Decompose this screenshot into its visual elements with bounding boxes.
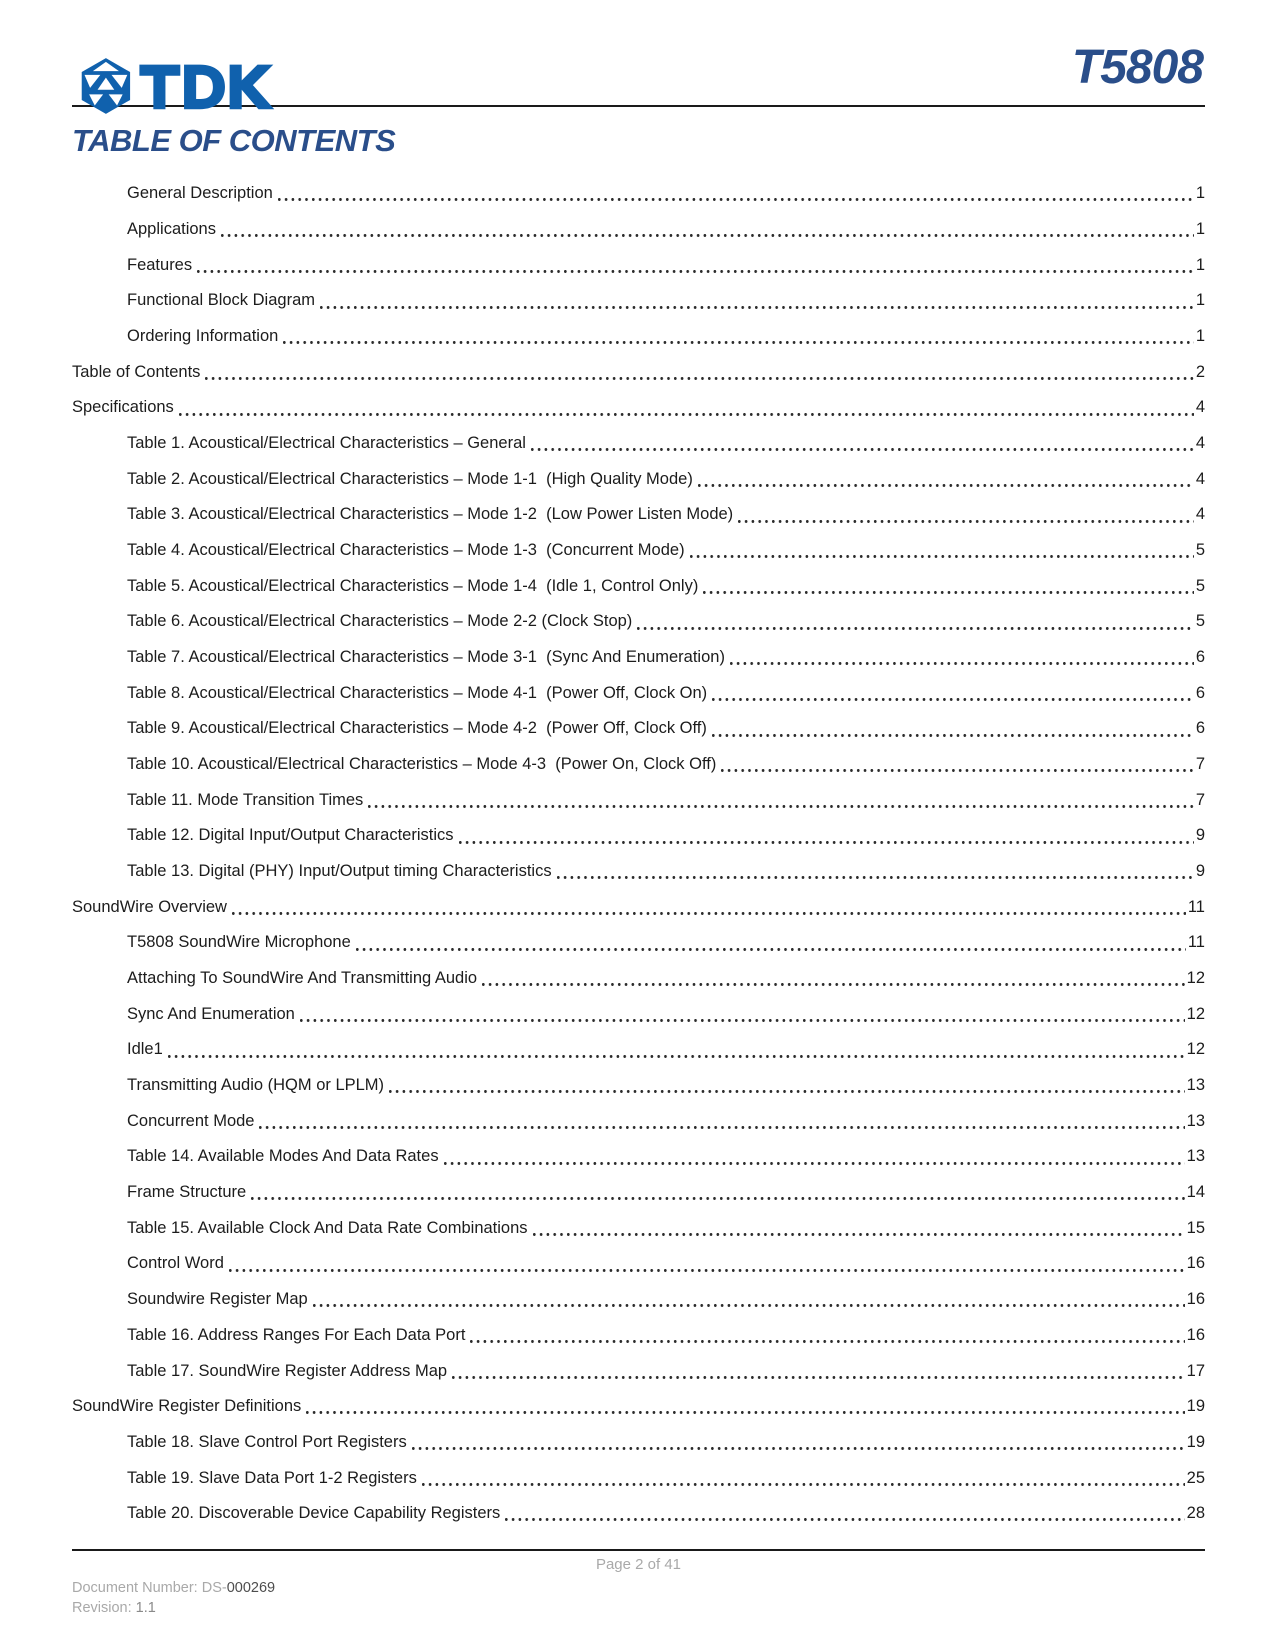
toc-entry-page: 4 [1195, 469, 1205, 488]
toc-entry-label: Specifications [72, 398, 174, 417]
toc-leader-dots [320, 283, 1194, 319]
toc-entry-page: 6 [1195, 719, 1205, 738]
toc-entry[interactable] [72, 176, 1205, 212]
toc-entry-label: Table 19. Slave Data Port 1-2 Registers [127, 1468, 417, 1487]
toc-entry[interactable] [72, 675, 1205, 711]
toc-leader-dots [690, 533, 1194, 569]
page-number-info: Page 2 of 41 [595, 1555, 682, 1573]
toc-entry-page: 12 [1186, 1004, 1205, 1023]
toc-entry-label: Table 2. Acoustical/Electrical Characteristics – Mode 1-1 (High Quality Mode) [127, 469, 693, 488]
toc-entry-page: 15 [1186, 1218, 1205, 1237]
toc-leader-dots [300, 996, 1185, 1032]
toc-leader-dots [712, 711, 1194, 747]
toc-leader-dots [712, 675, 1194, 711]
toc-entry-label: Table 20. Discoverable Device Capability Registers [127, 1504, 501, 1523]
toc-entry-page: 1 [1195, 327, 1205, 346]
toc-leader-dots [730, 640, 1194, 676]
toc-leader-dots [168, 1032, 1185, 1068]
toc-entry[interactable] [72, 1496, 1205, 1532]
toc-entry-label: Table 8. Acoustical/Electrical Characteristics – Mode 4-1 (Power Off, Clock On) [127, 683, 708, 702]
toc-entry[interactable] [72, 212, 1205, 248]
toc-entry-page: 4 [1195, 434, 1205, 453]
toc-entry-page: 1 [1195, 291, 1205, 310]
document-number [72, 1578, 1205, 1598]
toc-entry[interactable] [72, 497, 1205, 533]
toc-entry-page: 7 [1195, 755, 1205, 774]
toc-entry-page: 6 [1195, 648, 1205, 667]
toc-leader-dots [459, 818, 1194, 854]
toc-entry-page: 6 [1195, 683, 1205, 702]
toc-entry-label: Table 7. Acoustical/Electrical Characteristics – Mode 3-1 (Sync And Enumeration) [127, 648, 725, 667]
toc-entry-label: SoundWire Overview [72, 897, 227, 916]
toc-entry-page: 16 [1186, 1325, 1205, 1344]
toc-entry-label: Table 18. Slave Control Port Registers [127, 1432, 407, 1451]
toc-entry-label: Table 3. Acoustical/Electrical Characteristics – Mode 1-2 (Low Power Listen Mode) [127, 505, 734, 524]
toc-entry[interactable] [72, 711, 1205, 747]
toc-entry-page: 4 [1195, 398, 1205, 417]
toc-entry-page: 14 [1186, 1183, 1205, 1202]
toc-leader-dots [412, 1425, 1185, 1461]
toc-entry-page: 12 [1186, 969, 1205, 988]
toc-entry-page: 1 [1195, 255, 1205, 274]
toc-entry[interactable] [72, 782, 1205, 818]
toc-entry[interactable] [72, 461, 1205, 497]
page-title: TABLE OF CONTENTS [72, 123, 396, 158]
toc-entry-label: Attaching To SoundWire And Transmitting Audio [127, 969, 478, 988]
toc-entry-page: 13 [1186, 1111, 1205, 1130]
toc-entry-label: Table 16. Address Ranges For Each Data Port [127, 1325, 466, 1344]
toc-leader-dots [179, 390, 1194, 426]
toc-leader-dots [703, 568, 1193, 604]
toc-leader-dots [533, 1210, 1185, 1246]
toc-entry-label: Table 11. Mode Transition Times [127, 790, 364, 809]
toc-entry-page: 9 [1195, 826, 1205, 845]
toc-entry-page: 11 [1187, 933, 1205, 952]
toc-entry[interactable] [72, 283, 1205, 319]
toc-entry-label: Table 10. Acoustical/Electrical Characteristics – Mode 4-3 (Power On, Clock Off) [127, 755, 717, 774]
toc-leader-dots [313, 1282, 1185, 1318]
toc-entry-label: Features [127, 255, 193, 274]
toc-entry[interactable] [72, 319, 1205, 355]
toc-entry-page: 12 [1186, 1040, 1205, 1059]
toc-entry-label: Transmitting Audio (HQM or LPLM) [127, 1076, 385, 1095]
toc-leader-dots [721, 747, 1193, 783]
toc-entry[interactable] [72, 925, 1205, 961]
toc-entry[interactable] [72, 354, 1205, 390]
toc-leader-dots [205, 354, 1193, 390]
revision-value: 1.1 [135, 1599, 156, 1616]
toc-entry[interactable] [72, 747, 1205, 783]
toc-entry[interactable] [72, 961, 1205, 997]
toc-entry[interactable] [72, 1139, 1205, 1175]
toc-entry-label: Table 12. Digital Input/Output Characteristics [127, 826, 454, 845]
toc-entry[interactable] [72, 1068, 1205, 1104]
toc-leader-dots [232, 889, 1186, 925]
toc-entry-label: Table 1. Acoustical/Electrical Characteristics – General [127, 434, 526, 453]
toc-entry[interactable] [72, 818, 1205, 854]
toc-entry-page: 13 [1186, 1076, 1205, 1095]
toc-entry[interactable] [72, 996, 1205, 1032]
toc-entry-page: 5 [1195, 576, 1205, 595]
toc-entry[interactable] [72, 1318, 1205, 1354]
toc-leader-dots [356, 925, 1186, 961]
toc-entry[interactable] [72, 1210, 1205, 1246]
toc-entry-label: Table 5. Acoustical/Electrical Characteristics – Mode 1-4 (Idle 1, Control Only) [127, 576, 699, 595]
toc-entry[interactable] [72, 247, 1205, 283]
toc-entry-label: Table 6. Acoustical/Electrical Characteristics – Mode 2-2 (Clock Stop) [127, 612, 633, 631]
toc-entry[interactable] [72, 854, 1205, 890]
toc-entry-page: 19 [1186, 1397, 1205, 1416]
toc-list [72, 176, 1205, 1532]
toc-entry-page: 13 [1186, 1147, 1205, 1166]
document-number-label: Document Number: DS- [72, 1579, 227, 1596]
toc-leader-dots [229, 1246, 1185, 1282]
toc-entry[interactable] [72, 1353, 1205, 1389]
revision-label: Revision: [72, 1599, 136, 1616]
toc-entry[interactable] [72, 533, 1205, 569]
toc-entry-page: 5 [1195, 612, 1205, 631]
toc-entry[interactable] [72, 1246, 1205, 1282]
toc-entry-label: Frame Structure [127, 1183, 247, 1202]
toc-entry[interactable] [72, 1032, 1205, 1068]
toc-entry-page: 2 [1195, 362, 1205, 381]
toc-entry-page: 4 [1195, 505, 1205, 524]
page-header [72, 0, 1205, 107]
toc-entry-label: Idle1 [127, 1040, 163, 1059]
toc-entry-label: Applications [127, 220, 216, 238]
toc-entry-page: 11 [1187, 897, 1205, 916]
toc-entry-page: 19 [1186, 1432, 1205, 1451]
product-title: T5808 [1071, 41, 1203, 94]
toc-entry-page: 17 [1186, 1361, 1205, 1380]
toc-leader-dots [306, 1389, 1184, 1425]
toc-entry[interactable] [72, 604, 1205, 640]
toc-entry-page: 16 [1186, 1254, 1205, 1273]
toc-entry[interactable] [72, 1460, 1205, 1496]
toc-entry-label: T5808 SoundWire Microphone [127, 933, 351, 952]
toc-entry-label: Control Word [127, 1254, 224, 1273]
toc-entry-label: Functional Block Diagram [127, 291, 315, 310]
tdk-logo-icon [78, 57, 278, 115]
toc-leader-dots [278, 176, 1194, 212]
toc-entry[interactable] [72, 1282, 1205, 1318]
document-number-value: 000269 [226, 1579, 276, 1596]
toc-entry[interactable] [72, 889, 1205, 925]
page-footer [72, 1549, 1205, 1618]
toc-leader-dots [482, 961, 1185, 997]
toc-leader-dots [531, 426, 1194, 462]
toc-leader-dots [698, 461, 1194, 497]
toc-entry-label: Sync And Enumeration [127, 1004, 295, 1023]
toc-entry-page: 9 [1195, 862, 1205, 881]
toc-entry[interactable] [72, 1103, 1205, 1139]
toc-leader-dots [368, 782, 1194, 818]
toc-entry[interactable] [72, 568, 1205, 604]
toc-entry-label: General Description [127, 184, 273, 203]
toc-leader-dots [470, 1318, 1184, 1354]
toc-leader-dots [259, 1103, 1184, 1139]
toc-entry-page: 1 [1195, 184, 1205, 203]
toc-entry-label: Table 17. SoundWire Register Address Map [127, 1361, 448, 1380]
toc-entry-page: 1 [1195, 220, 1205, 238]
toc-entry[interactable] [72, 1389, 1205, 1425]
toc-entry-label: Table 4. Acoustical/Electrical Characteristics – Mode 1-3 (Concurrent Mode) [127, 541, 685, 560]
revision [72, 1598, 1205, 1618]
toc-entry[interactable] [72, 426, 1205, 462]
toc-entry-label: Concurrent Mode [127, 1111, 255, 1130]
toc-leader-dots [221, 212, 1194, 248]
toc-entry-page: 28 [1186, 1504, 1205, 1523]
toc-entry-page: 16 [1186, 1290, 1205, 1309]
toc-entry-label: Soundwire Register Map [127, 1290, 308, 1309]
toc-entry[interactable] [72, 390, 1205, 426]
toc-leader-dots [197, 247, 1194, 283]
toc-leader-dots [452, 1353, 1185, 1389]
toc-entry-label: Table 14. Available Modes And Data Rates [127, 1147, 439, 1166]
toc-entry-page: 7 [1195, 790, 1205, 809]
toc-leader-dots [738, 497, 1194, 533]
toc-entry[interactable] [72, 1425, 1205, 1461]
toc-entry[interactable] [72, 1175, 1205, 1211]
toc-entry-label: Table 15. Available Clock And Data Rate Combinations [127, 1218, 528, 1237]
toc-leader-dots [283, 319, 1193, 355]
toc-entry-label: Table 13. Digital (PHY) Input/Output timing Characteristics [127, 862, 552, 881]
toc-entry-label: Table 9. Acoustical/Electrical Characteristics – Mode 4-2 (Power Off, Clock Off) [127, 719, 707, 738]
toc-leader-dots [637, 604, 1194, 640]
toc-entry-label: Ordering Information [127, 327, 279, 346]
toc-leader-dots [505, 1496, 1184, 1532]
toc-entry[interactable] [72, 640, 1205, 676]
toc-leader-dots [389, 1068, 1185, 1104]
toc-entry-label: Table of Contents [72, 362, 201, 381]
toc-leader-dots [422, 1460, 1185, 1496]
toc-entry-page: 5 [1195, 541, 1205, 560]
toc-leader-dots [444, 1139, 1185, 1175]
toc-leader-dots [557, 854, 1194, 890]
toc-leader-dots [251, 1175, 1184, 1211]
toc-entry-label: SoundWire Register Definitions [72, 1397, 302, 1416]
toc-entry-page: 25 [1186, 1468, 1205, 1487]
